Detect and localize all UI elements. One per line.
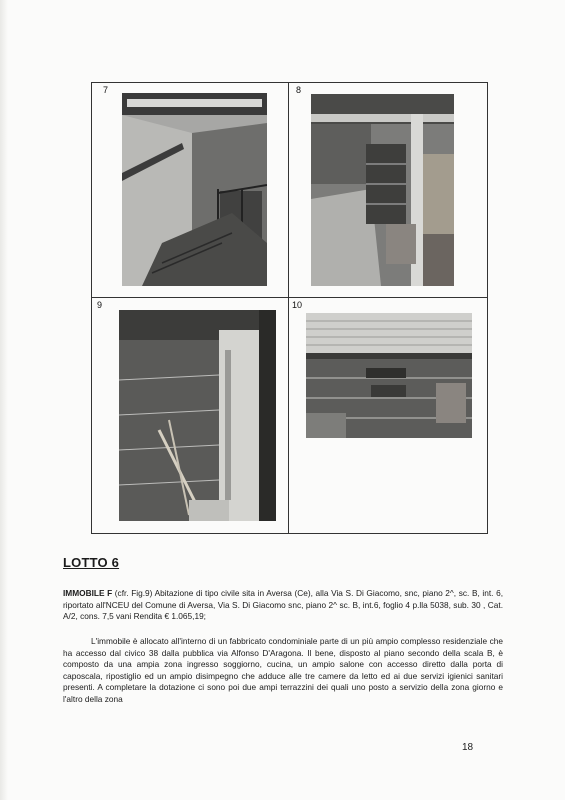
- page-edge-shadow: [0, 0, 8, 800]
- figure-number-7: 7: [103, 85, 109, 95]
- photo-grid-divider-horizontal: [91, 297, 488, 298]
- page-number: 18: [462, 742, 474, 753]
- photo-warehouse-shelves: [306, 313, 472, 438]
- paragraph-property-description: [63, 588, 503, 623]
- figure-number-10: 10: [292, 300, 303, 310]
- photo-storage-area: [311, 94, 454, 286]
- property-label: IMMOBILE F: [63, 588, 113, 598]
- figure-number-8: 8: [296, 85, 302, 95]
- photo-stairwell: [122, 93, 267, 286]
- photo-warehouse-aisle: [119, 310, 276, 521]
- photo-grid-divider-vertical: [288, 82, 289, 534]
- section-title: LOTTO 6: [63, 555, 120, 570]
- figure-number-9: 9: [97, 300, 103, 310]
- property-cadastral-text: (cfr. Fig.9) Abitazione di tipo civile sita in Aversa (Ce), alla Via S. Di Giacomo, snc, piano 2^, sc. B, int. 6, riportato all'NCEU del Comune di Aversa, Via S. Di Giacomo snc, piano 2^ sc. B, int.6, foglio 4 p.lla 5038, sub. 30 , Cat. A/2, cons. 7,5 vani Rendita € 1.065,19;: [63, 588, 503, 622]
- paragraph-property-details: L'immobile è allocato all'interno di un fabbricato condominiale parte di un più ampio complesso residenziale che ha accesso dal civico 38 dalla pubblica via Alfonso D'Aragona. Il bene, disposto al piano secondo della scala B, è composto da una ampia zona ingresso soggiorno, cucina, un ampio salone con accesso diretto dalla porta di caposcala, ripostiglio ed un ampio disimpegno che adduce alle tre camere da letto ed ai due servizi igienici sanitari presenti. A completare la dotazione ci sono poi due ampi terrazzini dei quali uno posto a servizio della zona giorno e l'altro della zona: [63, 636, 503, 704]
